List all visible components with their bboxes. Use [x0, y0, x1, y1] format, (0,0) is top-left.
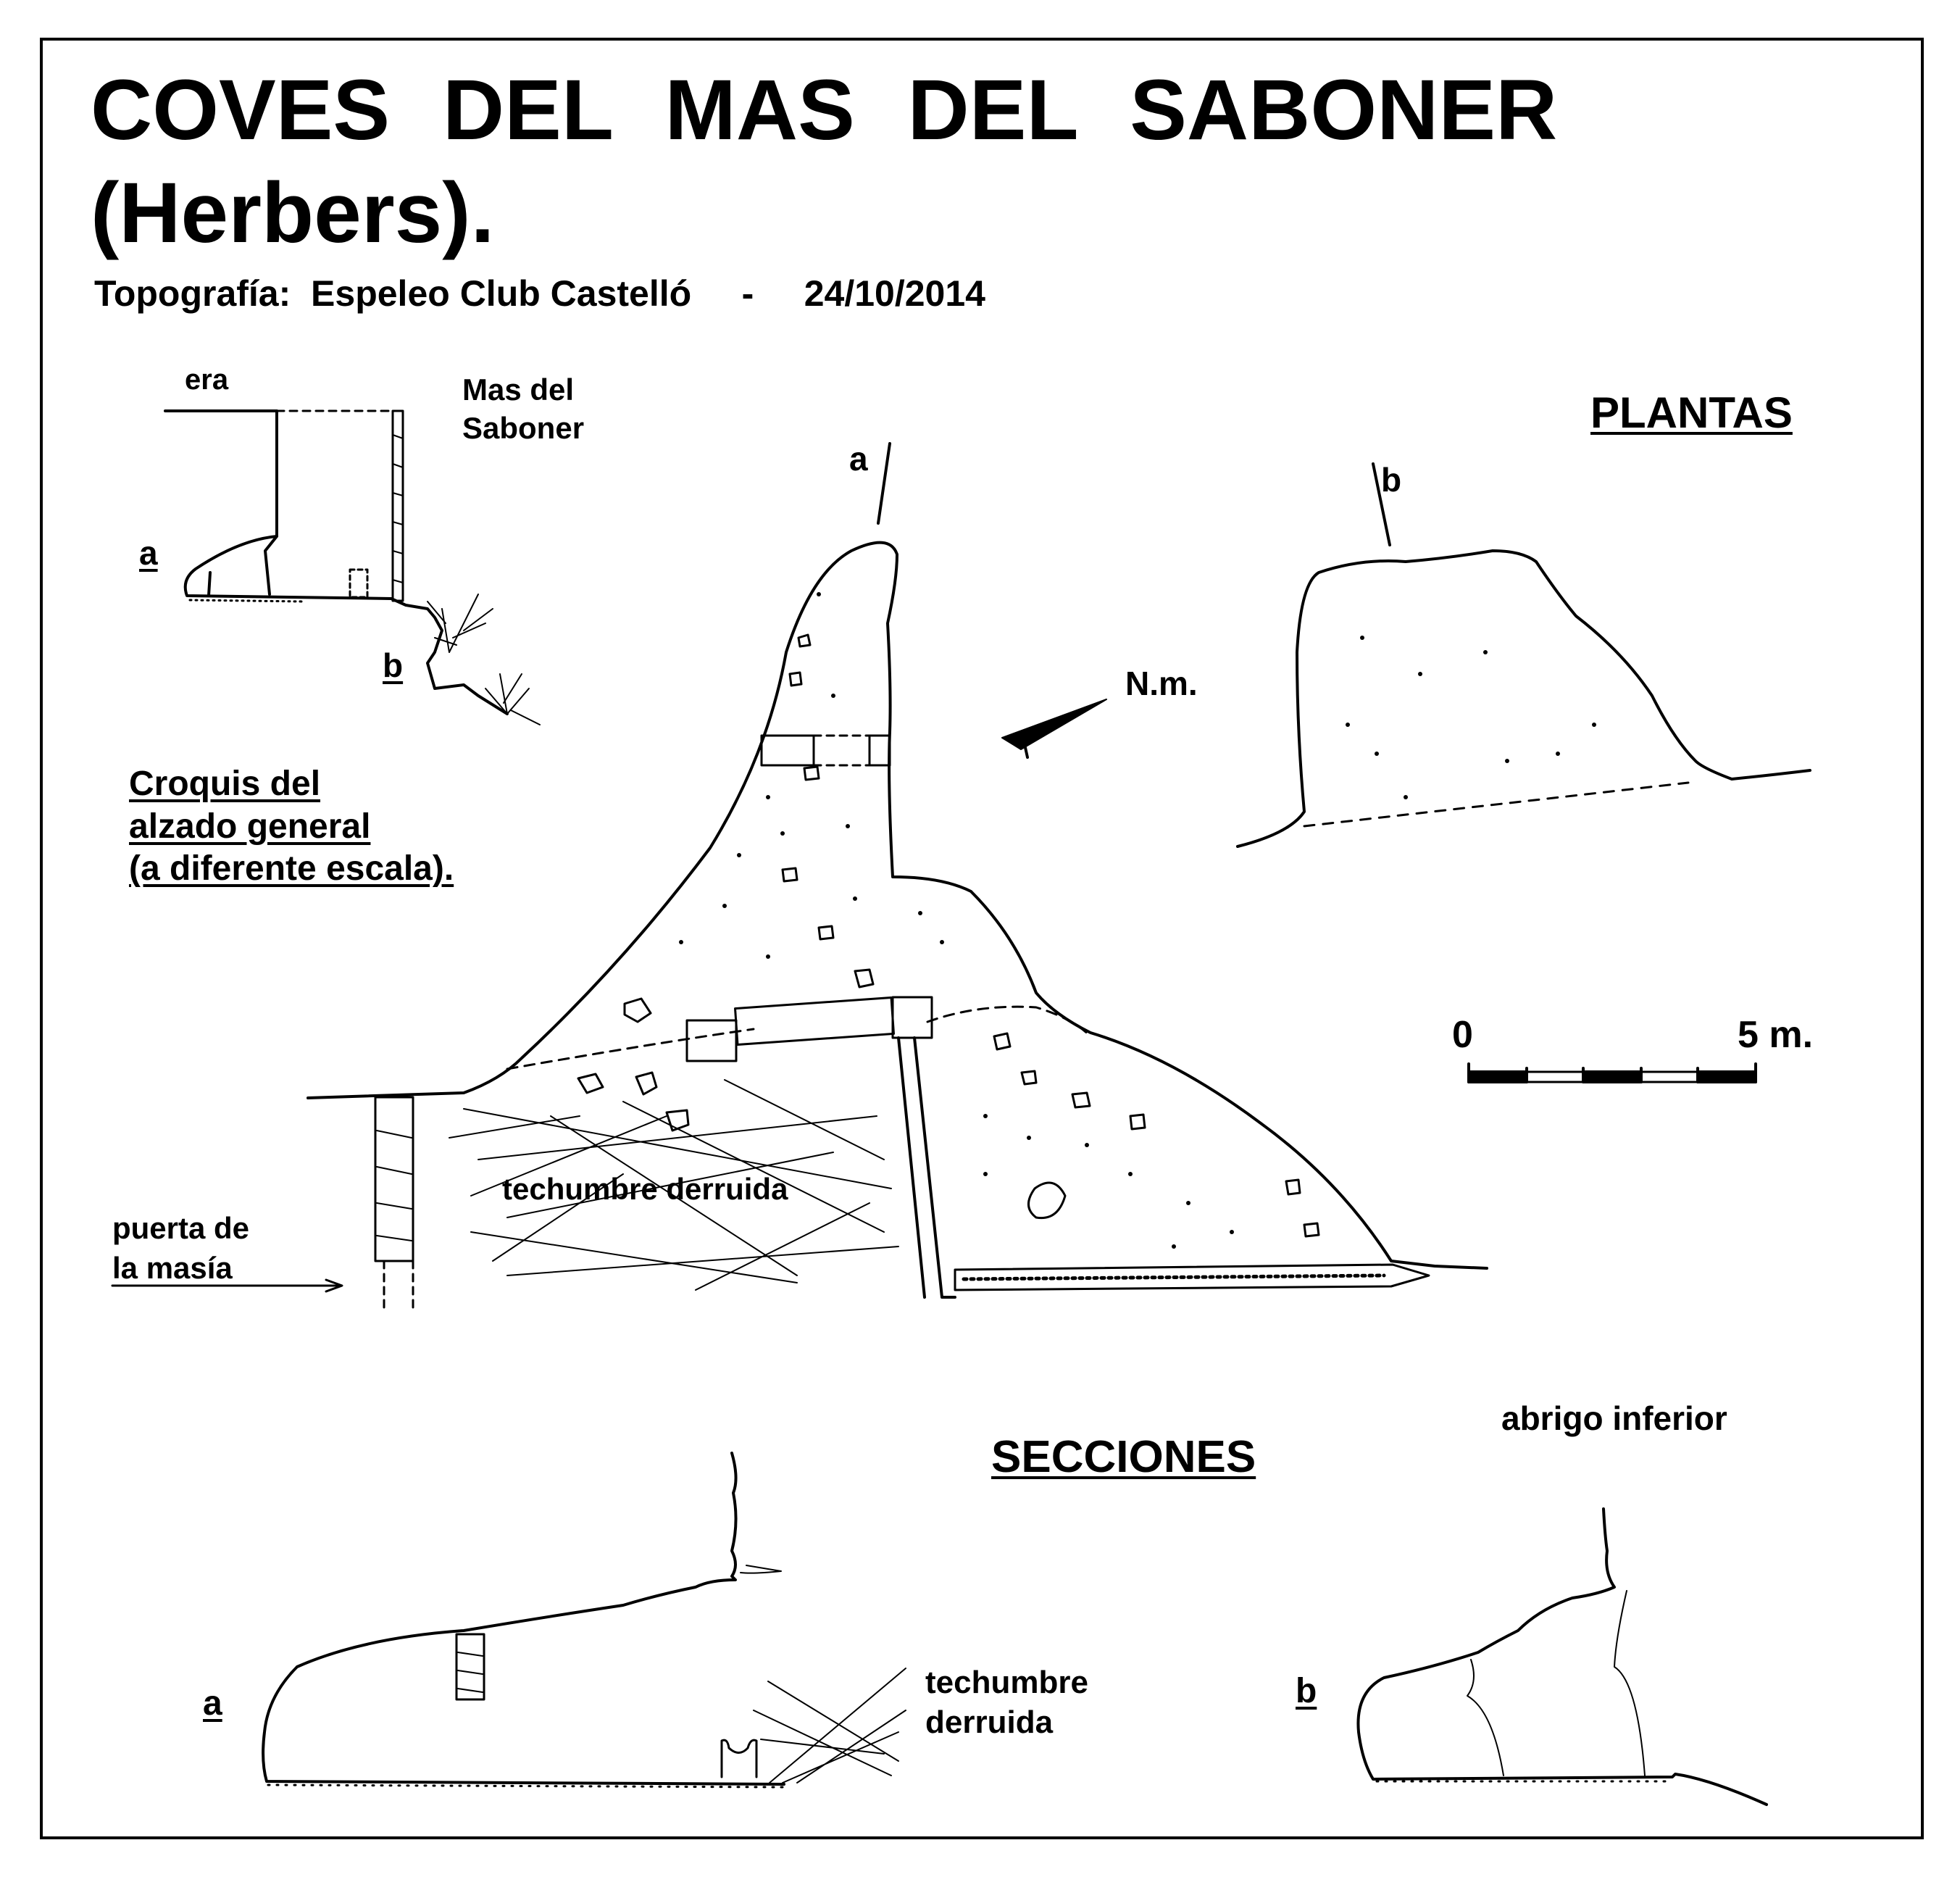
label-north: N.m. — [1125, 665, 1198, 702]
section-label-a: a — [203, 1684, 222, 1723]
elevation-sketch — [165, 411, 540, 725]
sketch-label-b: b — [383, 646, 404, 684]
page-title-line1: COVES DEL MAS DEL SABONER — [91, 62, 1558, 158]
scale-bar — [1469, 1064, 1756, 1082]
plan-label-b: b — [1381, 461, 1402, 499]
subtitle: Topografía: Espeleo Club Castelló - 24/10/2014 — [94, 273, 985, 314]
label-era: era — [185, 364, 229, 396]
heading-secciones: SECCIONES — [991, 1432, 1256, 1482]
page-title-line2: (Herbers). — [91, 165, 495, 261]
plan-label-a: a — [849, 440, 868, 478]
north-arrow-icon — [1002, 699, 1106, 757]
label-abrigo-inferior: abrigo inferior — [1501, 1399, 1727, 1437]
section-a — [263, 1453, 906, 1787]
label-mas-del-saboner: Mas del Saboner — [462, 373, 585, 445]
label-techumbre-derruida: techumbre derruida — [502, 1172, 788, 1206]
section-label-b: b — [1296, 1672, 1317, 1710]
heading-plantas: PLANTAS — [1590, 388, 1793, 437]
plan-cave-b — [1238, 461, 1810, 846]
vegetation-icon — [428, 594, 540, 725]
sketch-caption: Croquis del alzado general (a diferente escala). — [129, 765, 454, 888]
label-puerta-masia: puerta de la masía — [112, 1211, 250, 1285]
scale-label-five: 5 m. — [1738, 1014, 1814, 1056]
sketch-label-a: a — [139, 534, 158, 572]
section-label-techumbre: techumbre derruida — [925, 1665, 1088, 1740]
section-b — [1358, 1509, 1767, 1805]
scale-label-zero: 0 — [1452, 1014, 1473, 1056]
